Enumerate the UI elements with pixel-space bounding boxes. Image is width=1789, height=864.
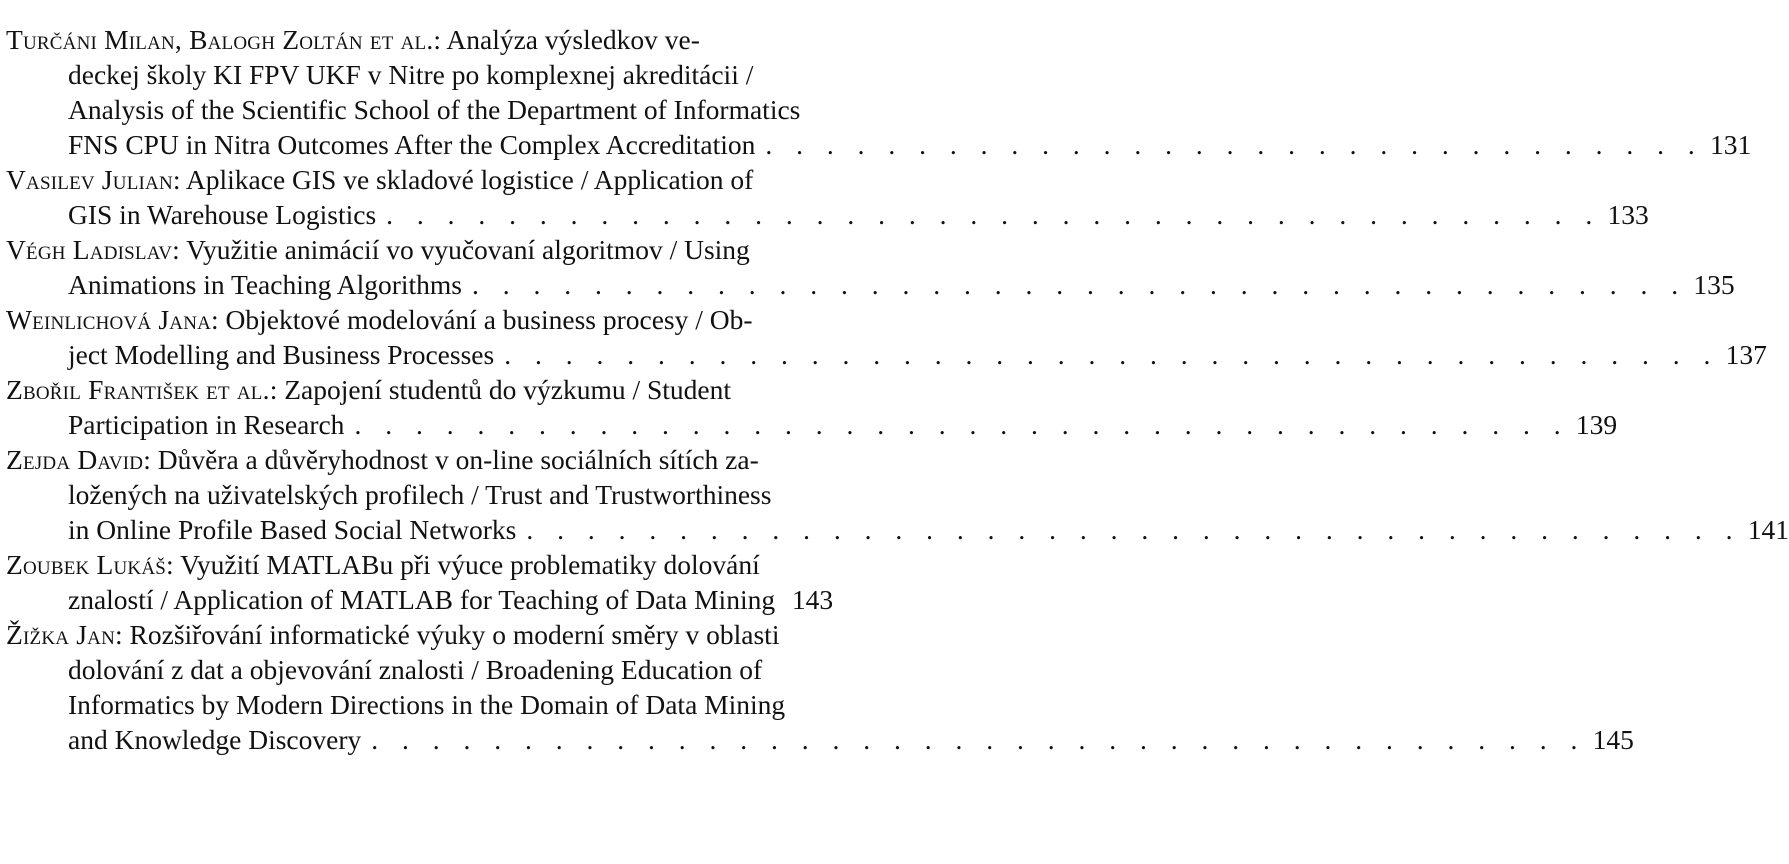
entry-page-number: 145 xyxy=(1592,724,1634,755)
entry-author: Zbořil František et al. xyxy=(6,374,270,405)
entry-author: Žižka Jan xyxy=(6,619,115,650)
entry-author: Turčáni Milan, Balogh Zoltán et al. xyxy=(6,24,434,55)
table-of-contents xyxy=(0,22,1789,757)
toc-entry-line xyxy=(0,582,952,617)
toc-entry-line xyxy=(0,512,1789,547)
entry-title-line: ložených na uživatelských profilech / Trust and Trustworthiness xyxy=(68,479,772,510)
entry-title-line: znalostí / Application of MATLAB for Teaching of Data Mining xyxy=(68,584,776,615)
toc-entry-line xyxy=(0,92,952,127)
toc-entry-line xyxy=(0,442,952,477)
toc-entry-line xyxy=(0,617,952,652)
toc-entry-line xyxy=(0,407,1618,442)
dot-leader: . . . . . . . . . . . . . . . . . . . . . . . . . . . . . . . . . . . . . . . . xyxy=(386,199,1601,230)
entry-author: Weinlichová Jana xyxy=(6,304,212,335)
entry-title-line: FNS CPU in Nitra Outcomes After the Complex Accreditation xyxy=(68,129,756,160)
toc-entry-line xyxy=(0,547,952,582)
entry-title-line: deckej školy KI FPV UKF v Nitre po komplexnej akreditácii / xyxy=(68,59,754,90)
toc-entry-line xyxy=(0,127,1752,162)
toc-entry-line xyxy=(0,337,1767,372)
toc-entry-line xyxy=(0,232,952,267)
entry-author: Végh Ladislav xyxy=(6,234,173,265)
toc-entry-line xyxy=(0,687,952,722)
dot-leader: . . . . . . . . . . . . . . . . . . . . . . . . . . . . . . . . . . . . . . . . xyxy=(526,514,1741,545)
entry-title-line: Participation in Research xyxy=(68,409,345,440)
entry-page-number: 139 xyxy=(1575,409,1618,440)
entry-title-line: : Využití MATLABu při výuce problematiky dolování xyxy=(166,549,760,580)
dot-leader: . . . . . . . . . . . . . . . . . . . . . . . . . . . . . . . . . . . . . . . . xyxy=(472,269,1687,300)
entry-title-line: Informatics by Modern Directions in the Domain of Data Mining xyxy=(68,689,786,720)
entry-title-line: Animations in Teaching Algorithms xyxy=(68,269,462,300)
entry-title-line: in Online Profile Based Social Networks xyxy=(68,514,517,545)
toc-entry-line xyxy=(0,57,952,92)
dot-leader: . . . . . . . . . . . . . . . . . . . . . . . . . . . . . . . . . . . . . . . . xyxy=(354,409,1570,440)
entry-title-line: : Zapojení studentů do výzkumu / Student xyxy=(269,374,732,405)
entry-page-number: 135 xyxy=(1693,269,1735,300)
toc-entry-line xyxy=(0,162,952,197)
entry-title-line: : Využitie animácií vo vyučovaní algoritmov / Using xyxy=(172,234,750,265)
toc-entry-line xyxy=(0,722,1634,757)
entry-title-line: : Analýza výsledkov ve- xyxy=(433,24,700,55)
entry-page-number: 131 xyxy=(1710,129,1752,160)
entry-page-number: 133 xyxy=(1607,199,1649,230)
entry-page-number: 141 xyxy=(1747,514,1789,545)
entry-title-line: ject Modelling and Business Processes xyxy=(68,339,495,370)
dot-leader: . . . . . . . . . . . . . . . . . . . . . . . . . . . . . . . . . . . . . . . . xyxy=(371,724,1586,755)
toc-entry-line xyxy=(0,267,1735,302)
toc-entry-line xyxy=(0,197,1649,232)
toc-entry-line xyxy=(0,372,952,407)
entry-title-line: dolování z dat a objevování znalosti / Broadening Education of xyxy=(68,654,763,685)
entry-page-number: 137 xyxy=(1725,339,1767,370)
dot-leader: . . . . . . . . . . . . . . . . . . . . . . . . . . . . . . . xyxy=(765,129,1704,160)
entry-title-line: Analysis of the Scientific School of the Department of Informatics xyxy=(68,94,801,125)
toc-entry-line xyxy=(0,652,952,687)
dot-leader: . . . . . . . . . . . . . . . . . . . . . . . . . . . . . . . . . . . . . . . . xyxy=(504,339,1719,370)
entry-title-line: GIS in Warehouse Logistics xyxy=(68,199,377,230)
entry-author: Zoubek Lukáš xyxy=(6,549,167,580)
entry-title-line: : Důvěra a důvěryhodnost v on-line sociálních sítích za- xyxy=(143,444,759,475)
entry-author: Vasilev Julian xyxy=(6,164,173,195)
entry-page-number: 143 xyxy=(791,584,834,615)
toc-entry-line xyxy=(0,302,952,337)
entry-title-line: and Knowledge Discovery xyxy=(68,724,362,755)
entry-title-line: : Rozšiřování informatické výuky o moderní směry v oblasti xyxy=(115,619,780,650)
entry-author: Zejda David xyxy=(6,444,144,475)
entry-title-line: : Objektové modelování a business procesy / Ob- xyxy=(211,304,753,335)
toc-entry-line xyxy=(0,477,952,512)
entry-title-line: : Aplikace GIS ve skladové logistice / Application of xyxy=(172,164,754,195)
toc-entry-line xyxy=(0,22,952,57)
